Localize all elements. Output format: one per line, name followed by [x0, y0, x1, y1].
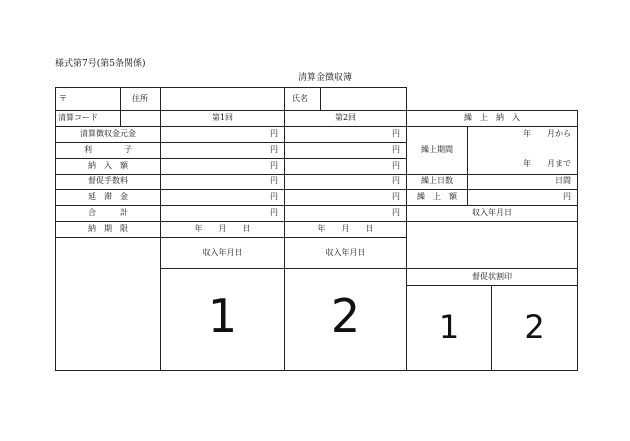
- due-date-label: 納 期 限: [88, 224, 128, 233]
- settlement-code-label: 清算コード: [58, 113, 98, 122]
- name-label: 氏名: [292, 94, 308, 103]
- col1-due-date: 年 月 日: [194, 224, 251, 233]
- yen-unit: 円: [270, 208, 278, 217]
- days-unit: 日間: [555, 176, 571, 185]
- yen-unit: 円: [270, 145, 278, 154]
- col1-header: 第1回: [211, 113, 234, 122]
- yen-unit: 円: [392, 208, 400, 217]
- principal-label: 清算徴収金元金: [80, 129, 136, 138]
- col2-header: 第2回: [334, 113, 357, 122]
- deferred-period-label: 繰上期間: [421, 145, 453, 154]
- name-field[interactable]: [321, 88, 406, 110]
- yen-unit: 円: [270, 161, 278, 170]
- seal1-stamp-number: 1: [438, 308, 460, 346]
- yen-unit: 円: [392, 192, 400, 201]
- address-label: 住所: [132, 94, 148, 103]
- deferred-amount-label: 繰 上 額: [417, 192, 457, 201]
- settlement-code-field[interactable]: [121, 111, 160, 126]
- deferred-receipt-date-label: 収入年月日: [472, 208, 512, 217]
- yen-unit: 円: [270, 129, 278, 138]
- postal-mark: 〒: [59, 94, 67, 103]
- form-number: 様式第7号(第5条関係): [55, 59, 146, 69]
- col1-receipt-date-label: 収入年月日: [202, 248, 243, 257]
- yen-unit: 円: [270, 176, 278, 185]
- yen-unit: 円: [392, 161, 400, 170]
- col2-receipt-date-label: 収入年月日: [325, 248, 366, 257]
- yen-unit: 円: [392, 176, 400, 185]
- yen-unit: 円: [563, 192, 571, 201]
- form-title: 清算金徴収簿: [297, 73, 352, 83]
- payment-amount-label: 納 入 額: [88, 161, 128, 170]
- late-fee-label: 延 滞 金: [88, 192, 128, 201]
- reminder-fee-label: 督促手数料: [88, 176, 128, 185]
- period-until: 年 月まで: [523, 159, 571, 168]
- deferred-days-label: 繰上日数: [421, 176, 453, 185]
- period-from: 年 月から: [523, 129, 571, 138]
- deferred-payment-header: 繰 上 納 入: [464, 113, 520, 122]
- yen-unit: 円: [270, 192, 278, 201]
- total-label: 合 計: [88, 208, 128, 217]
- yen-unit: 円: [392, 129, 400, 138]
- reminder-seal-label: 督促状割印: [472, 272, 512, 281]
- yen-unit: 円: [392, 145, 400, 154]
- interest-label: 利 子: [84, 145, 132, 154]
- col2-due-date: 年 月 日: [317, 224, 374, 233]
- col1-stamp-number: 1: [207, 289, 238, 343]
- col2-stamp-number: 2: [330, 289, 361, 343]
- address-field[interactable]: [161, 88, 284, 110]
- seal2-stamp-number: 2: [524, 308, 545, 346]
